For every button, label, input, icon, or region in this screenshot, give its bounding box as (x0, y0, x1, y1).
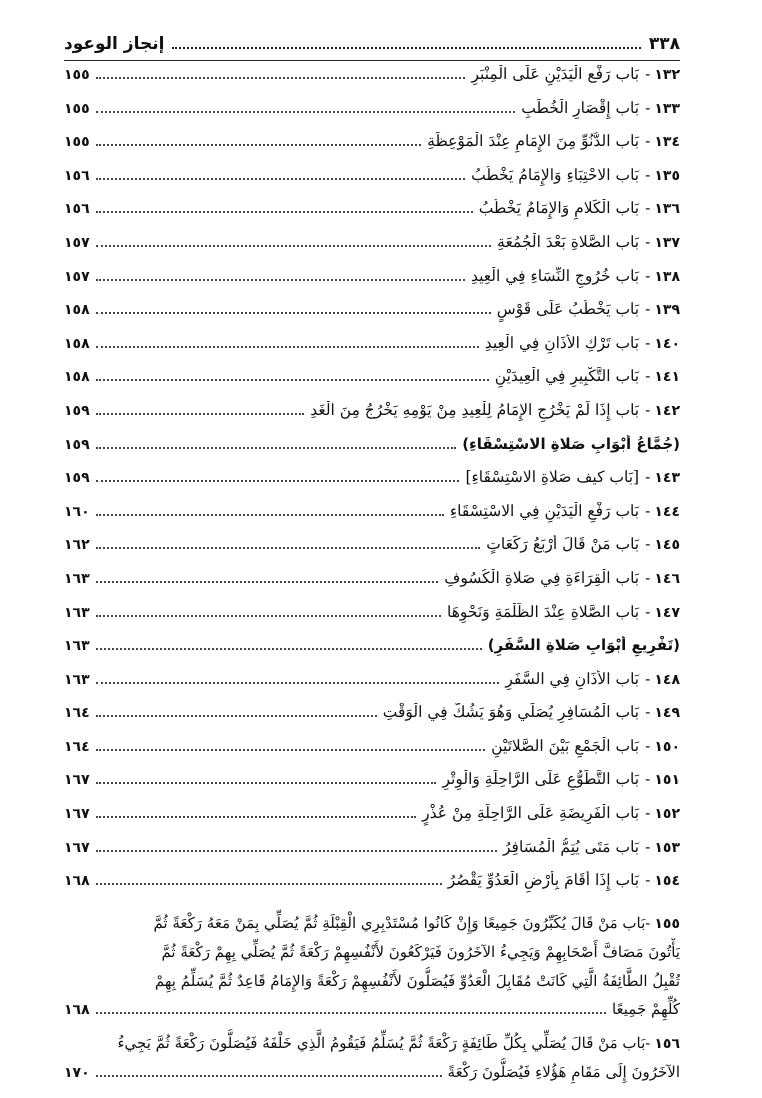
entry-number: ١٤٧ (654, 604, 680, 621)
entry-dash: - (645, 535, 651, 554)
entry-line (64, 1058, 680, 1088)
toc-section-heading (64, 435, 680, 469)
entry-title: بَاب إِقْصَارِ الْخُطَبِ (521, 98, 640, 117)
entry-dash: - (645, 232, 651, 251)
entry-dash: - (645, 98, 651, 117)
entry-title: بَاب مَنْ قَالَ أَرْبَعُ رَكَعَاتٍ (486, 535, 640, 554)
entry-title: بَاب التَّكْبِيرِ فِي الْعِيدَيْنِ (494, 367, 640, 386)
toc-entry (64, 199, 680, 233)
entry-number: ١٥٦ (654, 1035, 680, 1052)
toc-entry (64, 569, 680, 603)
entry-title: [بَاب كيف صَلاةِ الاسْتِسْقَاءِ] (465, 468, 640, 487)
toc-entry (64, 703, 680, 737)
entry-line-text: الآخَرُونَ إِلَى مَقَامِ هَؤُلاءِ فَيُصَلُّونَ رَكْعَةً (447, 1063, 680, 1082)
entry-page-number: ١٥٩ (64, 436, 90, 453)
entry-title: بَاب الْكَلامِ وَالإِمَامُ يَخْطُبُ (478, 199, 640, 218)
dot-leader (96, 705, 377, 717)
entry-page-number: ١٥٥ (64, 100, 90, 117)
toc-entry (64, 300, 680, 334)
entry-dash: - (645, 65, 651, 83)
entry-number: ١٤٤ (654, 503, 680, 520)
dot-leader (96, 101, 516, 113)
running-header (64, 34, 680, 61)
entry-dash: - (645, 501, 651, 520)
entry-line (64, 909, 680, 939)
entry-number: ١٤٣ (654, 470, 680, 487)
entry-title: بَاب الْمُسَافِرِ يُصَلِّي وَهُوَ يَشُكُّ فِي الْوَقْتِ (382, 703, 640, 722)
toc-section-heading (64, 636, 680, 670)
entry-page-number: ١٥٨ (64, 369, 90, 386)
entry-line (64, 1029, 680, 1059)
entry-dash: - (645, 913, 651, 932)
dot-leader (96, 571, 439, 583)
dot-leader (96, 134, 422, 146)
entry-dash: - (645, 333, 651, 352)
entry-dash: - (645, 199, 651, 218)
entry-number: ١٣٩ (654, 302, 680, 319)
entry-dash: - (645, 871, 651, 890)
entry-page-number: ١٦٢ (64, 537, 90, 554)
toc-entry (64, 603, 680, 637)
dot-leader (96, 302, 491, 314)
dot-leader (96, 1002, 606, 1014)
entry-dash: - (645, 568, 651, 587)
entry-number: ١٤٢ (654, 402, 680, 419)
header-page-number: ٣٣٨ (648, 34, 680, 54)
long-entries (64, 909, 680, 1088)
entry-page-number: ١٧٠ (64, 1065, 90, 1082)
entry-title: (تَفْرِيعِ أَبْوَابِ صَلاةِ السَّفَرِ) (487, 636, 680, 655)
toc-entry (64, 65, 680, 99)
entry-title: بَاب يَخْطُبُ عَلَى قَوْسٍ (496, 300, 640, 319)
header-book-title: إنجاز الوعود (64, 34, 165, 54)
entry-dash: - (645, 736, 651, 755)
toc-entry (64, 468, 680, 502)
entry-dash: - (645, 367, 651, 386)
dot-leader (96, 168, 465, 180)
entry-number: ١٣٤ (654, 134, 680, 151)
dot-leader (96, 67, 466, 79)
entry-line-text: كُلِّهِمْ جَمِيعًا (611, 1000, 680, 1019)
dot-leader (96, 873, 442, 885)
dot-leader (96, 201, 473, 213)
entry-number: ١٣٦ (654, 201, 680, 218)
entry-number: ١٥٣ (654, 839, 680, 856)
entry-title: بَاب رَفْعِ الْيَدَيْنِ فِي الاسْتِسْقَاءِ (449, 501, 640, 520)
entry-page-number: ١٥٨ (64, 335, 90, 352)
entry-line (64, 938, 680, 967)
entry-title: بَاب إِذَا لَمْ يَخْرُجِ الإِمَامُ لِلْعِيدِ مِنْ يَوْمِهِ يَخْرُجُ مِنَ الْغَدِ (310, 400, 640, 419)
dot-leader (96, 638, 482, 650)
entry-number: ١٣٧ (654, 234, 680, 251)
entry-number: ١٥٤ (654, 873, 680, 890)
entry-title: بَاب الأَذَانِ فِي السَّفَرِ (505, 669, 640, 688)
entry-dash: - (645, 132, 651, 151)
entry-title: بَاب خُرُوجِ النِّسَاءِ فِي الْعِيدِ (470, 266, 640, 285)
entry-title: (جُمَّاعُ أَبْوَابِ صَلاةِ الاسْتِسْقَاءِ) (462, 434, 680, 453)
entry-page-number: ١٥٥ (64, 134, 90, 151)
entry-number: ١٥٥ (654, 915, 680, 932)
dot-leader (96, 470, 460, 482)
toc-entry (64, 871, 680, 905)
dot-leader (96, 437, 457, 449)
entry-dash: - (645, 837, 651, 856)
entry-page-number: ١٥٧ (64, 234, 90, 251)
entry-title: بَاب الاحْتِبَاءِ وَالإِمَامُ يَخْطُبُ (471, 165, 640, 184)
entry-number: ١٣٣ (654, 100, 680, 117)
entry-title: بَاب الصَّلاةِ عِنْدَ الظُّلْمَةِ وَنَحْوِهَا (447, 602, 640, 621)
dot-leader (96, 235, 492, 247)
toc-entry (64, 132, 680, 166)
toc-entry (64, 233, 680, 267)
entry-dash: - (645, 770, 651, 789)
entry-page-number: ١٦٧ (64, 839, 90, 856)
toc-entry (64, 401, 680, 435)
entry-page-number: ١٦٨ (64, 1002, 90, 1019)
dot-leader (96, 806, 417, 818)
entry-page-number: ١٥٥ (64, 67, 90, 83)
entry-title: بَاب الْجَمْعِ بَيْنَ الصَّلاتَيْنِ (491, 736, 640, 755)
entry-title: بَاب رَفْع الْيَدَيْنِ عَلَى الْمِنْبَرِ (471, 65, 640, 83)
dot-leader (96, 369, 489, 381)
toc-entry (64, 804, 680, 838)
entry-page-number: ١٦٣ (64, 671, 90, 688)
toc-entry (64, 670, 680, 704)
dot-leader (96, 772, 437, 784)
entry-dash: - (645, 669, 651, 688)
toc-entry (64, 737, 680, 771)
toc-entry (64, 267, 680, 301)
entry-dash: - (645, 1033, 651, 1052)
entry-page-number: ١٦٧ (64, 772, 90, 789)
dot-leader (96, 336, 479, 348)
dot-leader (96, 1065, 442, 1077)
entry-title: بَاب الْقِرَاءَةِ فِي صَلاةِ الْكُسُوفِ (444, 568, 640, 587)
entry-line-text: بَاب مَنْ قَالَ يُكَبِّرُونَ جَمِيعًا وَإِنْ كَانُوا مُسْتَدْبِرِي الْقِبْلَةِ ثُمَّ يُصَلِّي بِمَنْ مَعَهُ رَكْعَةً ثُمَّ (153, 913, 646, 932)
toc-entry (64, 334, 680, 368)
entry-page-number: ١٥٨ (64, 302, 90, 319)
entry-number: ١٤٦ (654, 570, 680, 587)
dot-leader (96, 537, 481, 549)
entry-number: ١٥٢ (654, 806, 680, 823)
entry-number: ١٤٨ (654, 671, 680, 688)
entry-number: ١٤٠ (654, 335, 680, 352)
entry-dash: - (645, 400, 651, 419)
entry-page-number: ١٦٣ (64, 570, 90, 587)
toc-entry (64, 535, 680, 569)
entry-title: بَاب مَتَى يُتِمُّ الْمُسَافِرُ (502, 837, 640, 856)
toc-entry (64, 367, 680, 401)
entry-dash: - (645, 804, 651, 823)
entry-dash: - (645, 602, 651, 621)
entry-line (64, 995, 680, 1025)
entry-dash: - (645, 468, 651, 487)
entry-title: بَاب تَرْكِ الأَذَانِ فِي الْعِيدِ (484, 333, 640, 352)
toc-entry (64, 770, 680, 804)
entry-dash: - (645, 266, 651, 285)
dot-leader (96, 403, 305, 415)
dot-leader (96, 504, 444, 516)
entry-number: ١٣٥ (654, 167, 680, 184)
entry-page-number: ١٦٠ (64, 503, 90, 520)
entry-line-text: يَأْتُونَ مَصَافَّ أَصْحَابِهِمْ وَيَجِيءُ الآخَرُونَ فَيَرْكَعُونَ لأَنْفُسِهِمْ رَكْعَةً ثُمَّ يُصَلِّي بِهِمْ رَكْعَةً ثُمَّ (161, 943, 680, 962)
entry-number: ١٥١ (654, 772, 680, 789)
entry-line-text: بَاب مَنْ قَالَ يُصَلِّي بِكُلِّ طَائِفَةٍ رَكْعَةً ثُمَّ يُسَلِّمُ فَيَقُومُ الَّذِي خَلْفَهُ فَيُصَلُّونَ رَكْعَةً ثُمَّ يَجِيءُ (117, 1033, 646, 1052)
entry-page-number: ١٥٦ (64, 201, 90, 218)
entry-number: ١٤٥ (654, 537, 680, 554)
entry-dash: - (645, 300, 651, 319)
dot-leader (96, 739, 486, 751)
entry-title: بَاب الْفَرِيضَةِ عَلَى الرَّاحِلَةِ مِنْ عُذْرٍ (422, 804, 640, 823)
entry-page-number: ١٦٤ (64, 738, 90, 755)
entry-title: بَاب إِذَا أَقَامَ بِأَرْضِ الْعَدُوِّ يَقْصُرُ (447, 871, 640, 890)
entry-page-number: ١٥٧ (64, 268, 90, 285)
entry-page-number: ١٦٤ (64, 705, 90, 722)
toc-entry (64, 502, 680, 536)
entry-number: ١٤١ (654, 369, 680, 386)
dot-leader (96, 840, 497, 852)
table-of-contents (64, 65, 680, 905)
entry-line-text: تُقْبِلُ الطَّائِفَةُ الَّتِي كَانَتْ مُقَابِلَ الْعَدُوِّ فَيُصَلُّونَ لأَنْفُسِهِمْ رَكْعَةً وَالإِمَامُ قَاعِدٌ ثُمَّ يُسَلِّمُ بِهِمْ (154, 971, 680, 990)
entry-dash: - (645, 703, 651, 722)
toc-entry-multiline (64, 1029, 680, 1088)
entry-page-number: ١٦٣ (64, 638, 90, 655)
entry-title: بَاب التَّطَوُّعِ عَلَى الرَّاحِلَةِ وَالْوِتْرِ (442, 770, 640, 789)
toc-entry (64, 838, 680, 872)
entry-page-number: ١٦٣ (64, 604, 90, 621)
dot-leader (96, 672, 500, 684)
toc-entry (64, 166, 680, 200)
toc-entry-multiline (64, 909, 680, 1025)
entry-page-number: ١٥٩ (64, 402, 90, 419)
entry-number: ١٤٩ (654, 705, 680, 722)
entry-dash: - (645, 165, 651, 184)
entry-number: ١٣٢ (654, 67, 680, 83)
entry-title: بَاب الدُّنُوِّ مِنَ الإِمَامِ عِنْدَ الْمَوْعِظَةِ (427, 132, 640, 151)
dot-leader (96, 605, 441, 617)
entry-number: ١٥٠ (654, 738, 680, 755)
entry-page-number: ١٥٦ (64, 167, 90, 184)
entry-page-number: ١٦٧ (64, 806, 90, 823)
toc-entry (64, 99, 680, 133)
entry-title: بَاب الصَّلاةِ بَعْدَ الْجُمُعَةِ (497, 232, 640, 251)
header-dot-leader (172, 35, 640, 49)
dot-leader (96, 269, 465, 281)
entry-line (64, 967, 680, 996)
entry-number: ١٣٨ (654, 268, 680, 285)
entry-page-number: ١٥٩ (64, 470, 90, 487)
entry-page-number: ١٦٨ (64, 873, 90, 890)
